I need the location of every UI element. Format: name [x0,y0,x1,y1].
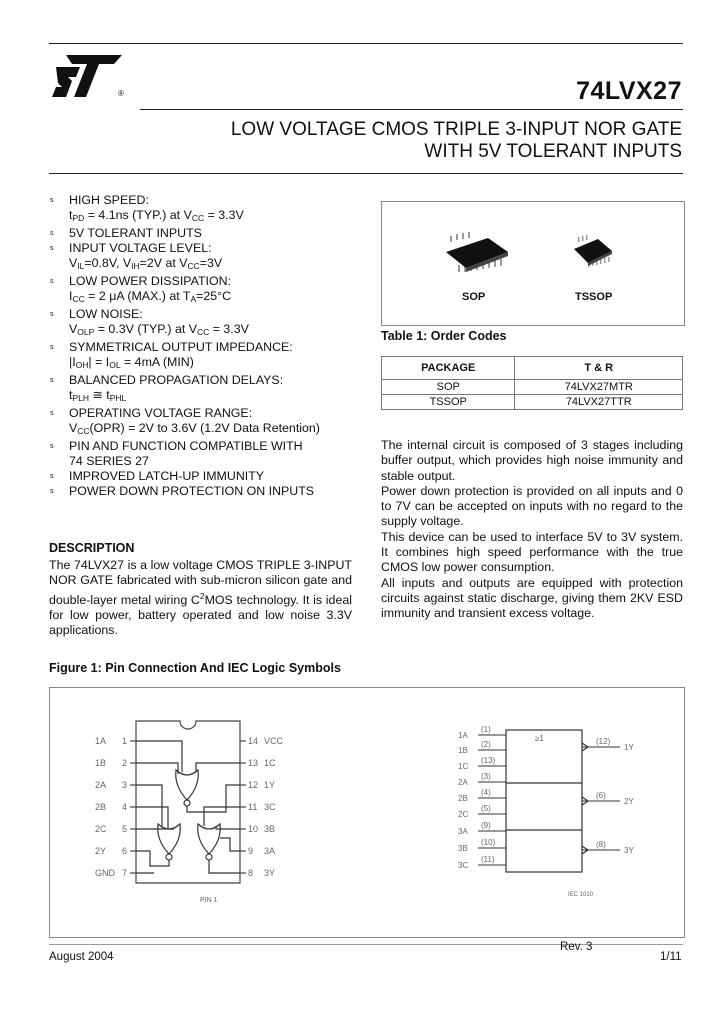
dip-right-pin: 14 [248,736,259,746]
iec-input-pin: (3) [481,772,491,781]
header-package: PACKAGE [382,357,515,380]
iec-output-label: 1Y [624,743,634,752]
dip-right-pin: 12 [248,780,259,790]
dip-left-label: GND [95,868,115,878]
dip-caption: PIN 1 [200,897,218,904]
feature-low-noise: s LOW NOISE: $V_{OLP} = 0.3V$ (TYP.) at $V_{CC} = 3.3V$ [50,307,249,337]
cell-code: 74LVX27MTR [515,380,683,395]
iec-input-pin: (1) [481,725,491,734]
dip-right-label: 1Y [264,780,276,790]
iec-input-label: 1C [458,762,469,771]
iec-input-label: 1B [458,746,468,755]
iec-input-pin: (4) [481,788,491,797]
features-list [49,193,359,499]
dip-right-label: 3A [264,846,276,856]
iec-input-label: 2A [458,778,468,787]
dip-left-label: 2B [95,802,107,812]
cell-package: TSSOP [382,395,515,410]
dip-right-pin: 10 [248,824,259,834]
dip-left-pin: 1 [122,736,128,746]
iec-input-label: 2C [458,810,469,819]
description-body: The 74LVX27 is a low voltage CMOS TRIPLE 3-INPUT NOR GATE fabricated with sub-micron silicon gate and double-layer metal wiring $C^2MOS$ technology. It is ideal for low power, battery operated and low noise 3.3V applications. [49,558,352,638]
description-heading: DESCRIPTION [49,541,135,555]
internal-circuit-text [381,438,683,622]
dip-left-pin: 6 [122,846,128,856]
footer-revision: Rev. 3 [560,941,593,953]
tssop-package-image [574,235,614,269]
iec-input-label: 2B [458,794,468,803]
dip-left-pin: 4 [122,802,128,812]
iec-output-label: 3Y [624,846,634,855]
dip-left-label: 2Y [95,846,107,856]
feature-input-voltage: s INPUT VOLTAGE LEVEL: $V_{IL}=0.8V$, $V_{IH}=2V$ at $V_{CC}=3V$ [50,241,223,271]
feature-power-down: s POWER DOWN PROTECTION ON INPUTS [50,484,315,498]
paragraph-3: This device can be used to interface 5V to 3V system. It combines high speed performance with the true CMOS low power consumption. [381,529,683,575]
dip-right-label: 3Y [264,868,276,878]
dip-right-label: 3C [264,802,276,812]
dip-right-pin: 8 [248,868,254,878]
dip-package-outline [136,721,240,883]
st-logo [52,53,124,104]
header-mid-rule [140,109,683,110]
iec-input-pin: (11) [481,855,495,864]
footer-page-number: 1/11 [660,951,682,963]
dip-left-label: 2A [95,780,107,790]
subtitle-line1: LOW VOLTAGE CMOS TRIPLE 3-INPUT NOR GATE [230,119,682,140]
paragraph-1: The internal circuit is composed of 3 stages including buffer output, which provides high noise immunity and stable output. [381,438,683,483]
dip-left-pin: 7 [122,868,128,878]
paragraph-4: All inputs and outputs are equipped with protection circuits against static discharge, giving them 2KV ESD immunity and transient excess voltage. [381,575,683,621]
iec-input-pin: (2) [481,740,491,749]
feature-high-speed: s HIGH SPEED: $t_{PD} = 4.1ns$ (TYP.) at $V_{CC} = 3.3V$ [50,193,244,223]
figure-box [49,687,685,938]
nor-gates [136,741,240,873]
iec-input-pin: (9) [481,821,491,830]
sop-package-image [444,232,510,274]
dip-left-label: 1B [95,758,107,768]
iec-input-label: 3B [458,844,468,853]
iec-output-label: 2Y [624,797,634,806]
feature-5v-tolerant: s 5V TOLERANT INPUTS [50,226,202,240]
dip-right-label: 3B [264,824,276,834]
dip-left-pin: 2 [122,758,128,768]
registered-mark: ® [118,89,124,98]
table-row [382,395,683,410]
dip-left-label: 2C [95,824,107,834]
footer-date: August 2004 [49,951,114,963]
tssop-label: TSSOP [575,291,613,303]
cell-code: 74LVX27TTR [515,395,683,410]
feature-pin-compatible: s PIN AND FUNCTION COMPATIBLE WITH 74 SERIES 27 [50,439,303,468]
order-codes-table [381,356,683,410]
iec-input-pin: (10) [481,838,496,847]
package-image-box [381,201,685,326]
feature-latch-up: s IMPROVED LATCH-UP IMMUNITY [50,469,265,483]
iec-input-label: 1A [458,731,468,740]
order-codes-caption: Table 1: Order Codes [381,329,507,343]
dip-right-pin: 11 [248,802,258,812]
iec-input-label: 3C [458,861,469,870]
document-subtitle [82,119,682,163]
iec-input-pin: (5) [481,804,491,813]
cell-package: SOP [382,380,515,395]
part-number: 74LVX27 [576,77,682,105]
iec-logic-symbol [478,730,620,872]
table-header-row [382,357,683,380]
iec-input-label: 3A [458,827,468,836]
iec-caption: IEC 1010 [568,892,594,898]
subtitle-line2: WITH 5V TOLERANT INPUTS [424,141,682,162]
feature-low-power: s LOW POWER DISSIPATION: $I_{CC} = 2$ μA (MAX.) at $T_A=25^\circ C$ [50,274,232,304]
table-row [382,380,683,395]
feature-balanced-delays: s BALANCED PROPAGATION DELAYS: $t_{PLH}$ ≅ $t_{PHL}$ [50,373,284,403]
dip-right-label: VCC [264,736,284,746]
pin-connection-diagram [50,688,684,937]
header-bottom-rule [49,173,683,174]
iec-input-pin: (13) [481,756,496,765]
iec-output-pin: (6) [596,791,606,800]
feature-operating-voltage: s OPERATING VOLTAGE RANGE: $V_{CC}(OPR) = 2V$ to 3.6V (1.2V Data Retention) [50,406,320,436]
iec-symbol: ≥1 [535,734,544,743]
dip-right-pin: 9 [248,846,254,856]
paragraph-2: Power down protection is provided on all inputs and 0 to 7V can be accepted on inputs with no regard to the supply voltage. [381,483,683,529]
iec-output-pin: (12) [596,737,611,746]
iec-output-pin: (8) [596,840,606,849]
feature-symmetrical-output: s SYMMETRICAL OUTPUT IMPEDANCE: $|I_{OH}| = I_{OL} = 4mA$ (MIN) [50,340,293,370]
dip-right-label: 1C [264,758,276,768]
dip-left-pin: 5 [122,824,128,834]
header-tr: T & R [515,357,683,380]
sop-label: SOP [462,291,486,303]
figure-caption: Figure 1: Pin Connection And IEC Logic Symbols [49,661,341,675]
dip-right-pin: 13 [248,758,259,768]
dip-left-label: 1A [95,736,107,746]
dip-left-pin: 3 [122,780,128,790]
header-top-rule [49,43,683,44]
